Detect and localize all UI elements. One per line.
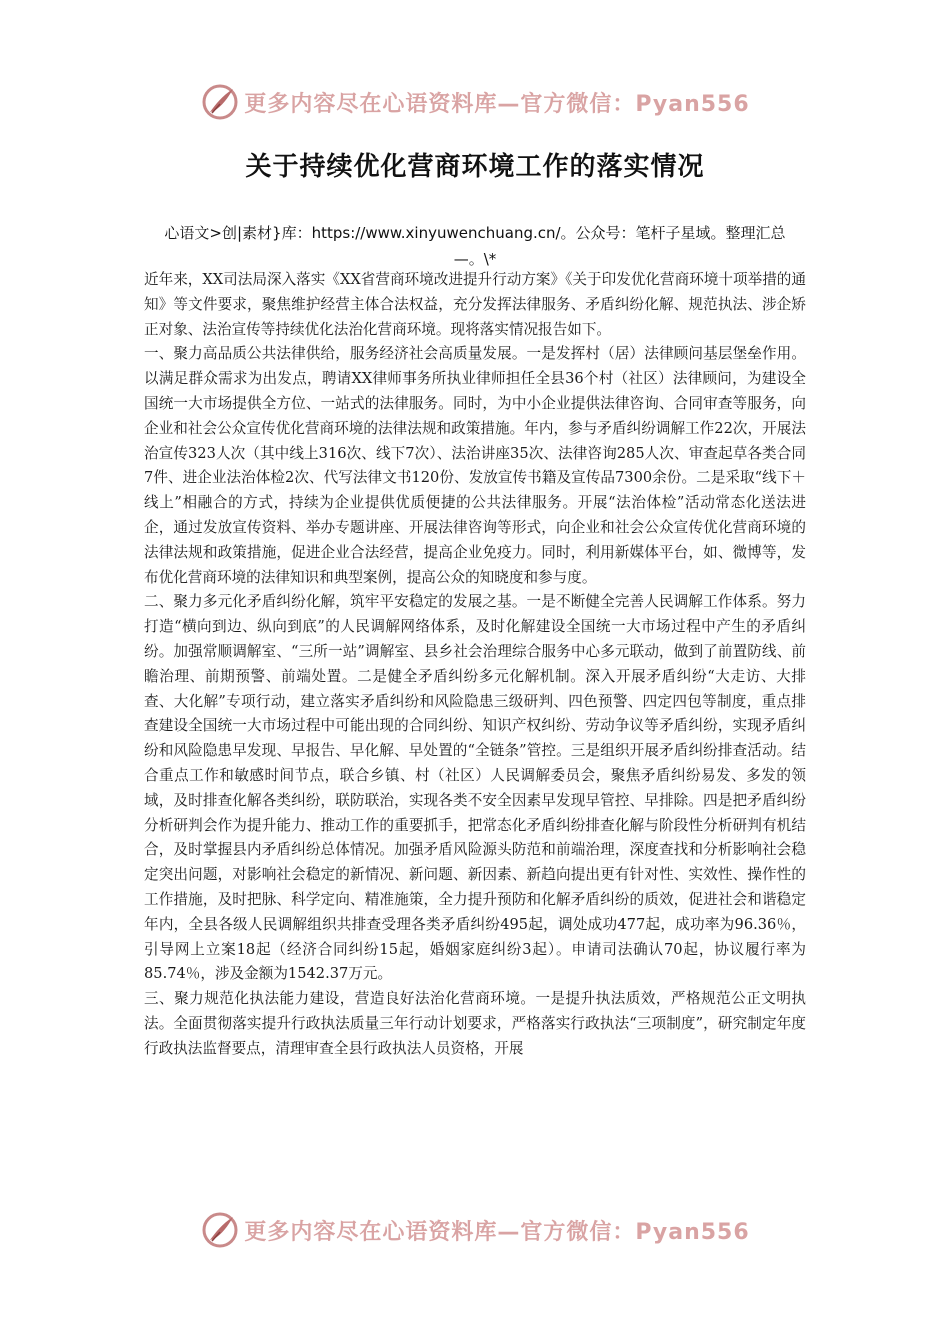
watermark-text: 更多内容尽在心语资料库—官方微信：Pyan556 [244,1219,750,1245]
paragraph-intro: 近年来，XX司法局深入落实《XX省营商环境改进提升行动方案》《关于印发优化营商环境十项举措的通知》等文件要求，聚焦维护经营主体合法权益，充分发挥法律服务、矛盾纠纷化解、规范执法、涉企矫正对象、法治宣传等持续优化法治化营商环境。现将落实情况报告如下。 [144,271,806,338]
source-note: 心语文>创|素材}库：https://www.xinyuwenchuang.cn/。公众号：笔杆子星域。整理汇总—。\* [164,224,786,268]
paragraph-section-2: 二、聚力多元化矛盾纠纷化解，筑牢平安稳定的发展之基。一是不断健全完善人民调解工作体系。努力打造“横向到边、纵向到底”的人民调解网络体系，及时化解建设全国统一大市场过程中产生的矛盾纠纷。加强常顺调解室、“三所一站”调解室、县乡社会治理综合服务中心多元联动，做到了前置防线、前瞻治理、前期预警、前端处置。二是健全矛盾纠纷多元化解机制。深入开展矛盾纠纷“大走访、大排查、大化解”专项行动，建立落实矛盾纠纷和风险隐患三级研判、四色预警、四定四包等制度，重点排查建设全国统一大市场过程中可能出现的合同纠纷、知识产权纠纷、劳动争议等矛盾纠纷，实现矛盾纠纷和风险隐患早发现、早报告、早化解、早处置的“全链条”管控。三是组织开展矛盾纠纷排查活动。结合重点工作和敏感时间节点，联合乡镇、村（社区）人民调解委员会，聚焦矛盾纠纷易发、多发的领域，及时排查化解各类纠纷，联防联治，实现各类不安全因素早发现早管控、早排除。四是把矛盾纠纷分析研判会作为提升能力、推动工作的重要抓手，把常态化矛盾纠纷排查化解与阶段性分析研判有机结合，及时掌握县内矛盾纠纷总体情况。加强矛盾风险源头防范和前端治理，深度查找和分析影响社会稳定突出问题，对影响社会稳定的新情况、新问题、新因素、新趋向提出更有针对性、实效性、操作性的工作措施，及时把脉、科学定向、精准施策，全力提升预防和化解矛盾纠纷的质效，促进社会和谐稳定年内，全县各级人民调解组织共排查受理各类矛盾纠纷495起，调处成功477起，成功率为96.36％，引导网上立案18起（经济合同纠纷15起，婚姻家庭纠纷3起）。申请司法确认70起，协议履行率为85.74％，涉及金额为1542.37万元。 [144,593,806,983]
quill-logo-icon [200,82,240,122]
watermark-text: 更多内容尽在心语资料库—官方微信：Pyan556 [244,91,750,117]
quill-logo-icon [200,1210,240,1250]
paragraph-section-3: 三、聚力规范化执法能力建设，营造良好法治化营商环境。一是提升执法质效，严格规范公正文明执法。全面贯彻落实提升行政执法质量三年行动计划要求，严格落实行政执法“三项制度”，研究制定年度行政执法监督要点，清理审查全县行政执法人员资格，开展 [144,990,806,1057]
document-body [144,268,806,1062]
watermark-banner-bottom [0,1208,950,1252]
watermark-banner-top [0,80,950,124]
paragraph-section-1: 一、聚力高品质公共法律供给，服务经济社会高质量发展。一是发挥村（居）法律顾问基层堡垒作用。以满足群众需求为出发点，聘请XX律师事务所执业律师担任全县36个村（社区）法律顾问，为建设全国统一大市场提供全方位、一站式的法律服务。同时，为中小企业提供法律咨询、合同审查等服务，向企业和社会公众宣传优化营商环境的法律法规和政策措施。年内，参与矛盾纠纷调解工作22次，开展法治宣传323人次（其中线上316次、线下7次）、法治讲座35次、法律咨询285人次、审查起草各类合同7件、进企业法治体检2次、代写法律文书120份、发放宣传书籍及宣传品7300余份。二是采取“线下＋线上”相融合的方式，持续为企业提供优质便捷的公共法律服务。开展“法治体检”活动常态化送法进企，通过发放宣传资料、举办专题讲座、开展法律咨询等形式，向企业和社会公众宣传优化营商环境的法律法规和政策措施，促进企业合法经营，提高企业免疫力。同时，利用新媒体平台，如、微博等，发布优化营商环境的法律知识和典型案例，提高公众的知晓度和参与度。 [144,345,806,586]
document-title: 关于持续优化营商环境工作的落实情况 [245,152,705,182]
